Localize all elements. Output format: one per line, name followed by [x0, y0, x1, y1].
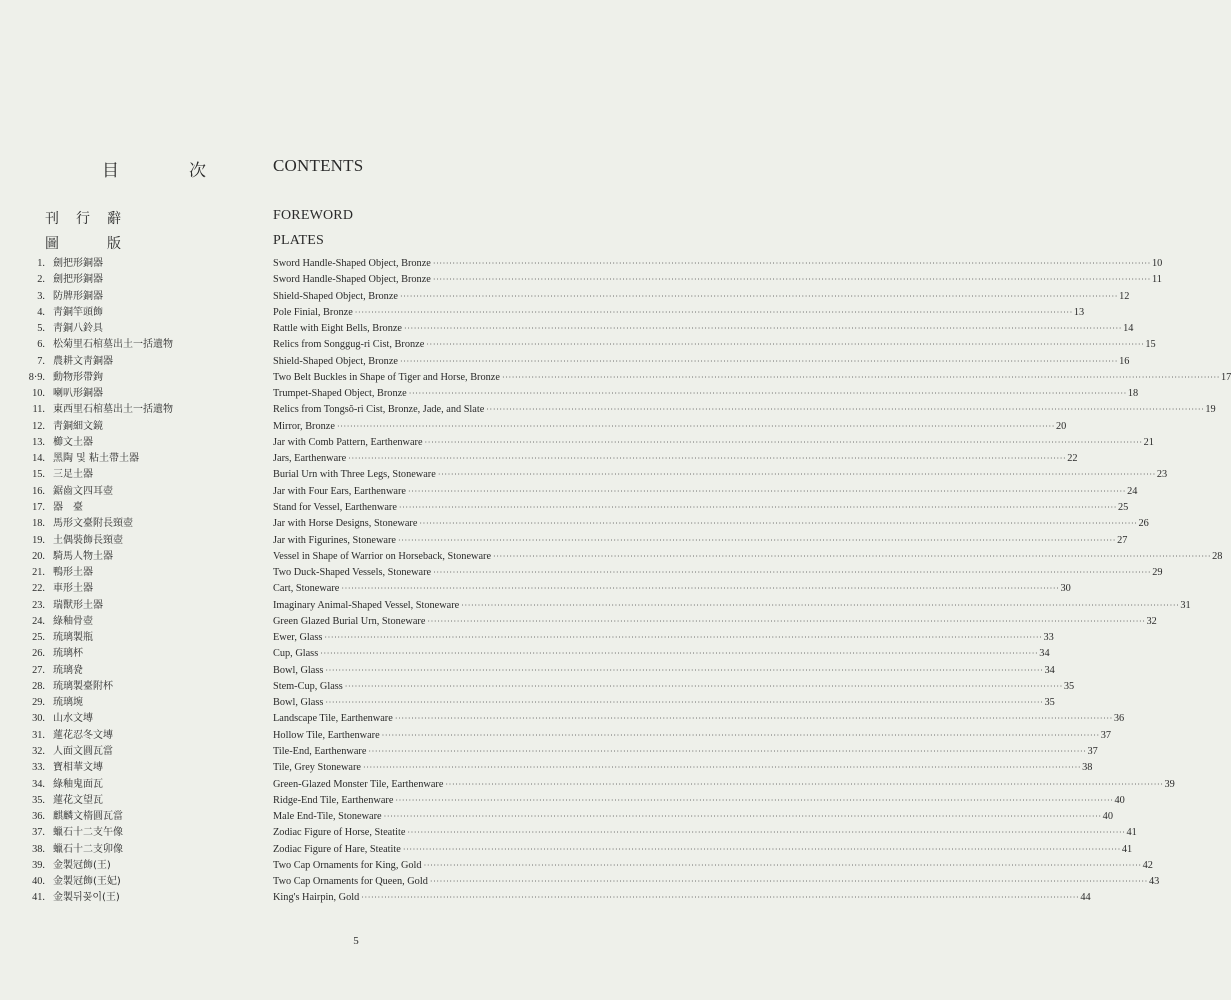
- plate-title-english: Relics from Tongsŏ-ri Cist, Bronze, Jade, and Slate: [273, 404, 485, 416]
- dot-leader: ····························································································································································································································: [407, 828, 1126, 838]
- toc-entry: [0, 711, 1125, 727]
- dot-leader: ····························································································································································································································: [368, 746, 1087, 756]
- plate-number: 40.: [32, 876, 45, 888]
- plate-title-english-line: [273, 630, 1054, 646]
- toc-entry: [0, 679, 1075, 695]
- plate-title-english: Ridge-End Tile, Earthenware: [273, 794, 394, 806]
- toc-entry: [0, 419, 1067, 435]
- toc-entry: [0, 565, 1163, 581]
- dot-leader: ····························································································································································································································: [361, 893, 1080, 903]
- plate-title-hanja: 東西里石棺墓出土一括遺物: [53, 404, 173, 416]
- plate-title-hanja: 人面文圓瓦當: [53, 745, 113, 757]
- plate-title-english-line: [273, 825, 1137, 841]
- dot-leader: ····························································································································································································································: [395, 795, 1114, 805]
- toc-entry: [0, 825, 1137, 841]
- plate-title-english-line: [273, 516, 1149, 532]
- plate-number: 19.: [32, 534, 45, 546]
- plate-title-hanja: 山水文塼: [53, 713, 93, 725]
- dot-leader: ····························································································································································································································: [501, 372, 1221, 382]
- dot-leader: ····························································································································································································································: [399, 291, 1119, 301]
- plate-title-hanja: 馬形文臺附長頸壺: [53, 518, 133, 530]
- plate-number: 8·9.: [28, 371, 45, 383]
- plate-title-english-line: [273, 663, 1055, 679]
- plate-title-english: Two Duck-Shaped Vessels, Stoneware: [273, 567, 432, 579]
- plate-title-english: Hollow Tile, Earthenware: [273, 729, 380, 741]
- plate-title-hanja: 器 臺: [53, 501, 83, 513]
- plate-title-english: Two Belt Buckles in Shape of Tiger and Horse, Bronze: [273, 371, 500, 383]
- foreword-char-2: 行: [76, 212, 90, 227]
- contents-heading: CONTENTS: [273, 156, 364, 175]
- plate-number: 33.: [32, 762, 45, 774]
- plate-title-hanja: 寶相華文塼: [53, 762, 103, 774]
- plate-title-english: Cup, Glass: [273, 648, 319, 660]
- plates-char-2: 版: [107, 237, 121, 252]
- plate-title-hanja: 三足土器: [53, 469, 93, 481]
- dot-leader: ····························································································································································································································: [324, 633, 1043, 643]
- plate-number: 13.: [32, 436, 45, 448]
- plate-title-english-line: [273, 337, 1156, 353]
- toc-entry: [0, 744, 1098, 760]
- page-ref: 16: [1119, 355, 1130, 367]
- toc-entry: [0, 484, 1138, 500]
- plate-title-english: Green-Glazed Monster Tile, Earthenware: [273, 778, 444, 790]
- page-ref: 12: [1119, 290, 1130, 302]
- plate-title-english: Rattle with Eight Bells, Bronze: [273, 323, 402, 335]
- plate-title-hanja: 琉璃埦: [53, 697, 83, 709]
- plate-title-english: Stand for Vessel, Earthenware: [273, 501, 397, 513]
- plates-label-hanja: [45, 233, 121, 253]
- plate-title-english-line: [273, 598, 1191, 614]
- plate-title-english: Jar with Figurines, Stoneware: [273, 534, 396, 546]
- toc-entry: [0, 354, 1130, 370]
- page-ref: 32: [1146, 615, 1157, 627]
- plate-title-hanja: 動物形帶鉤: [53, 371, 103, 383]
- plate-number: 20.: [32, 550, 45, 562]
- dot-leader: ····························································································································································································································: [432, 259, 1151, 268]
- page-ref: 11: [1151, 274, 1162, 286]
- dot-leader: ····························································································································································································································: [381, 730, 1100, 740]
- page-ref: 20: [1056, 420, 1067, 432]
- dot-leader: ····························································································································································································································: [486, 405, 1205, 415]
- plate-title-english-line: [273, 793, 1125, 809]
- plate-title-english: Bowl, Glass: [273, 664, 324, 676]
- toc-entry: [0, 890, 1091, 906]
- plate-title-english: Sword Handle-Shaped Object, Bronze: [273, 258, 431, 269]
- plate-title-hanja: 琉璃杯: [53, 648, 83, 660]
- dot-leader: ····························································································································································································································: [426, 340, 1145, 350]
- plate-title-english: King's Hairpin, Gold: [273, 892, 360, 904]
- plate-number: 5.: [37, 323, 45, 335]
- toc-entry: [0, 728, 1112, 744]
- plate-title-hanja: 農耕文靑銅器: [53, 355, 113, 367]
- plate-title-hanja: 蓮花文望瓦: [53, 794, 103, 806]
- page-ref: 36: [1113, 713, 1125, 725]
- dot-leader: ····························································································································································································································: [325, 665, 1044, 675]
- plate-number: 11.: [32, 404, 45, 416]
- toc-entry: [0, 451, 1078, 467]
- plate-title-english-line: [273, 370, 1231, 386]
- plate-title-english: Zodiac Figure of Horse, Steatite: [273, 827, 406, 839]
- page-ref: 19: [1205, 404, 1216, 416]
- plate-title-english-line: [273, 744, 1098, 760]
- page-ref: 39: [1164, 778, 1175, 790]
- plate-title-hanja: 櫛文土器: [53, 436, 93, 448]
- plate-title-english-line: [273, 695, 1055, 711]
- plate-title-hanja: 琉璃製臺附杯: [53, 680, 113, 692]
- dot-leader: ····························································································································································································································: [398, 502, 1117, 512]
- foreword-label-hanja: [45, 208, 121, 228]
- dot-leader: ····························································································································································································································: [403, 324, 1123, 334]
- toc-entry: [0, 598, 1191, 614]
- plate-title-english: Two Cap Ornaments for Queen, Gold: [273, 876, 428, 888]
- plate-title-english-line: [273, 386, 1139, 402]
- plates-char-1: 圖: [45, 237, 59, 252]
- page-ref: 35: [1044, 697, 1055, 709]
- page-ref: 28: [1212, 550, 1223, 562]
- toc-entry: [0, 256, 1163, 272]
- plate-number: 39.: [32, 859, 45, 871]
- plate-title-english: Pole Finial, Bronze: [273, 306, 353, 318]
- plate-title-english: Imaginary Animal-Shaped Vessel, Stoneware: [273, 599, 460, 611]
- dot-leader: ····························································································································································································································: [344, 681, 1063, 691]
- dot-leader: ····························································································································································································································: [424, 437, 1143, 447]
- plate-title-english: Shield-Shaped Object, Bronze: [273, 355, 398, 367]
- page-ref: 13: [1073, 306, 1085, 318]
- dot-leader: ····························································································································································································································: [325, 698, 1044, 708]
- plate-number: 15.: [32, 469, 45, 481]
- toc-entry: [0, 516, 1149, 532]
- plate-title-english-line: [273, 874, 1160, 890]
- plate-title-hanja: 防牌形銅器: [53, 290, 103, 302]
- dot-leader: ····························································································································································································································: [423, 860, 1142, 870]
- plate-number: 12.: [32, 420, 45, 432]
- plate-title-english: Jar with Horse Designs, Stoneware: [273, 518, 418, 530]
- plate-title-english: Trumpet-Shaped Object, Bronze: [273, 388, 407, 400]
- toc-entry: [0, 500, 1129, 516]
- plates-label: PLATES: [273, 233, 324, 248]
- plate-title-english: Tile-End, Earthenware: [273, 745, 367, 757]
- plate-number: 18.: [32, 518, 45, 530]
- plate-title-english-line: [273, 614, 1157, 630]
- page-ref: 21: [1143, 436, 1154, 448]
- toc-entry: [0, 402, 1216, 418]
- plate-title-english-line: [273, 467, 1168, 483]
- plate-title-english: Two Cap Ornaments for King, Gold: [273, 859, 422, 871]
- plate-number: 2.: [37, 274, 45, 286]
- page-ref: 24: [1127, 485, 1138, 497]
- plate-title-hanja: 車形土器: [53, 583, 93, 595]
- plate-title-english: Bowl, Glass: [273, 697, 324, 709]
- dot-leader: ····························································································································································································································: [363, 763, 1082, 773]
- toc-entry: [0, 370, 1231, 386]
- plate-number: 3.: [37, 290, 45, 302]
- plate-title-english-line: [273, 777, 1175, 793]
- toc-entry: [0, 581, 1071, 597]
- plate-number: 28.: [32, 680, 45, 692]
- plate-title-english: Burial Urn with Three Legs, Stoneware: [273, 469, 436, 481]
- dot-leader: ····························································································································································································································: [493, 551, 1212, 561]
- dot-leader: ····························································································································································································································: [461, 600, 1180, 610]
- dot-leader: ····························································································································································································································: [354, 307, 1073, 317]
- plate-title-english-line: [273, 402, 1216, 418]
- page-ref: 38: [1082, 762, 1093, 774]
- plate-title-english: Green Glazed Burial Urn, Stoneware: [273, 615, 426, 627]
- page-ref: 22: [1067, 453, 1078, 465]
- plate-number: 26.: [32, 648, 45, 660]
- plate-number: 17.: [32, 501, 45, 513]
- toc-entry: [0, 386, 1139, 402]
- plate-number: 36.: [32, 811, 45, 823]
- plate-title-english-line: [273, 533, 1128, 549]
- plate-number: 10.: [32, 388, 45, 400]
- page-ref: 43: [1148, 876, 1160, 888]
- dot-leader: ····························································································································································································································: [383, 812, 1102, 822]
- page-ref: 34: [1044, 664, 1055, 676]
- plate-title-hanja: 金製冠飾(王妃): [53, 876, 121, 888]
- plate-title-english: Sword Handle-Shaped Object, Bronze: [273, 274, 431, 286]
- toc-entry: [0, 321, 1134, 337]
- page-ref: 35: [1063, 680, 1075, 692]
- dot-leader: ····························································································································································································································: [427, 616, 1146, 626]
- plate-number: 4.: [37, 306, 45, 318]
- plate-title-english: Jar with Four Ears, Earthenware: [273, 485, 406, 497]
- page-ref: 18: [1127, 388, 1139, 400]
- page-ref: 42: [1142, 859, 1153, 871]
- page-ref: 23: [1156, 469, 1168, 481]
- plate-title-english-line: [273, 679, 1075, 695]
- plate-title-hanja: 蠟石十二支午像: [53, 827, 123, 839]
- dot-leader: ····························································································································································································································: [419, 519, 1138, 529]
- plate-title-english-line: [273, 646, 1050, 662]
- plate-title-english-line: [273, 354, 1130, 370]
- dot-leader: ····························································································································································································································: [397, 535, 1117, 545]
- dot-leader: ····························································································································································································································: [432, 275, 1151, 285]
- plate-title-english-line: [273, 451, 1078, 467]
- plate-title-english: Ewer, Glass: [273, 632, 323, 644]
- plate-number: 31.: [32, 729, 45, 741]
- toc-entry: [0, 289, 1130, 305]
- plate-title-hanja: 鴨形土器: [53, 567, 93, 579]
- plate-title-english-line: [273, 289, 1130, 305]
- page-ref: 10: [1151, 258, 1163, 269]
- page-ref: 26: [1138, 518, 1149, 530]
- plate-title-hanja: 靑銅細文鏡: [53, 420, 103, 432]
- plates-list: [0, 256, 1231, 907]
- toc-entry: [0, 793, 1125, 809]
- page-ref: 37: [1100, 729, 1112, 741]
- plate-title-english-line: [273, 842, 1133, 858]
- plate-number: 29.: [32, 697, 45, 709]
- toc-entry: [0, 874, 1160, 890]
- toc-entry: [0, 777, 1175, 793]
- page-ref: 29: [1152, 567, 1163, 579]
- toc-entry: [0, 533, 1128, 549]
- foreword-char-1: 刊: [45, 212, 59, 227]
- foreword-char-3: 辭: [107, 212, 121, 227]
- page-ref: 15: [1145, 339, 1156, 351]
- plate-title-english: Male End-Tile, Stoneware: [273, 811, 382, 823]
- plate-number: 21.: [32, 567, 45, 579]
- toc-entry: [0, 646, 1050, 662]
- plate-title-english-line: [273, 581, 1071, 597]
- page-ref: 25: [1118, 501, 1129, 513]
- plate-number: 1.: [37, 258, 45, 269]
- toc-entry: [0, 663, 1055, 679]
- page-ref: 14: [1123, 323, 1134, 335]
- page-ref: 30: [1060, 583, 1071, 595]
- dot-leader: ····························································································································································································································: [407, 486, 1127, 496]
- plate-title-english: Cart, Stoneware: [273, 583, 340, 595]
- plate-number: 22.: [32, 583, 45, 595]
- plate-title-english-line: [273, 272, 1162, 288]
- toc-entry: [0, 809, 1113, 825]
- dot-leader: ····························································································································································································································: [348, 454, 1067, 464]
- plate-title-english: Tile, Grey Stoneware: [273, 762, 361, 774]
- toc-entry: [0, 467, 1168, 483]
- plate-title-hanja: 劍把形銅器: [53, 274, 103, 286]
- dot-leader: ····························································································································································································································: [402, 844, 1121, 854]
- plate-title-english-line: [273, 890, 1091, 906]
- dot-leader: ····························································································································································································································: [341, 584, 1060, 594]
- plate-title-hanja: 金製冠飾(王): [53, 859, 111, 871]
- plate-title-english: Relics from Songgug-ri Cist, Bronze: [273, 339, 425, 351]
- plate-number: 7.: [37, 355, 45, 367]
- dot-leader: ····························································································································································································································: [433, 568, 1152, 578]
- plate-title-english-line: [273, 711, 1125, 727]
- plate-number: 25.: [32, 632, 45, 644]
- plate-title-english-line: [273, 500, 1129, 516]
- plate-title-hanja: 蓮花忍冬文塼: [53, 729, 113, 741]
- plate-number: 38.: [32, 843, 45, 855]
- plate-title-hanja: 土偶裝飾長頸壺: [53, 534, 123, 546]
- plate-title-english-line: [273, 809, 1113, 825]
- dot-leader: ····························································································································································································································: [437, 470, 1156, 480]
- page-ref: 41: [1121, 843, 1133, 855]
- plate-title-english: Zodiac Figure of Hare, Steatite: [273, 843, 401, 855]
- plate-title-hanja: 綠釉骨壺: [53, 615, 93, 627]
- plate-number: 23.: [32, 599, 45, 611]
- page-ref: 33: [1043, 632, 1054, 644]
- plate-title-hanja: 琉璃製瓶: [53, 632, 93, 644]
- page-number: 5: [353, 935, 359, 947]
- toc-entry: [0, 858, 1153, 874]
- toc-entry: [0, 760, 1093, 776]
- plate-number: 24.: [32, 615, 45, 627]
- plate-title-english: Stem-Cup, Glass: [273, 680, 343, 692]
- plate-title-english: Vessel in Shape of Warrior on Horseback, Stoneware: [273, 550, 492, 562]
- plate-title-hanja: 蠟石十二支卯像: [53, 843, 123, 855]
- plate-number: 34.: [32, 778, 45, 790]
- dot-leader: ····························································································································································································································: [320, 649, 1039, 659]
- plate-title-english-line: [273, 305, 1085, 321]
- plate-number: 32.: [32, 745, 45, 757]
- toc-entry: [0, 272, 1162, 288]
- plate-title-english: Mirror, Bronze: [273, 420, 335, 432]
- plate-title-english-line: [273, 419, 1067, 435]
- page-ref: 37: [1087, 745, 1098, 757]
- plate-title-hanja: 喇叭形銅器: [53, 388, 103, 400]
- toc-entry: [0, 337, 1156, 353]
- toc-entry: [0, 435, 1154, 451]
- plate-title-english-line: [273, 858, 1153, 874]
- page-ref: 34: [1039, 648, 1050, 660]
- heading-char-1: 目: [102, 161, 119, 180]
- page-ref: 27: [1117, 534, 1128, 546]
- plate-title-english: Landscape Tile, Earthenware: [273, 713, 393, 725]
- page-ref: 40: [1114, 794, 1125, 806]
- page-ref: 41: [1126, 827, 1137, 839]
- plate-title-hanja: 琉璃㼜: [53, 664, 83, 676]
- plate-number: 37.: [32, 827, 45, 839]
- page-ref: 17: [1221, 371, 1231, 383]
- dot-leader: ····························································································································································································································: [429, 877, 1148, 887]
- dot-leader: ····························································································································································································································: [399, 356, 1119, 366]
- plate-number: 16.: [32, 485, 45, 497]
- toc-entry: [0, 842, 1133, 858]
- toc-entry: [0, 549, 1223, 565]
- plate-number: 27.: [32, 664, 45, 676]
- toc-entry: [0, 305, 1085, 321]
- page-ref: 40: [1102, 811, 1113, 823]
- contents-heading-hanja: [102, 156, 206, 181]
- plate-title-hanja: 黑陶 및 粘土帶土器: [53, 453, 140, 465]
- plate-title-hanja: 綠釉鬼面瓦: [53, 778, 103, 790]
- plate-title-english: Jars, Earthenware: [273, 453, 347, 465]
- plate-title-hanja: 靑銅竿頭飾: [53, 306, 103, 318]
- page-ref: 31: [1180, 599, 1191, 611]
- plate-title-english: Jar with Comb Pattern, Earthenware: [273, 436, 423, 448]
- dot-leader: ····························································································································································································································: [445, 779, 1164, 789]
- plate-title-english-line: [273, 484, 1138, 500]
- plate-title-hanja: 劍把形銅器: [53, 258, 103, 269]
- plate-title-english-line: [273, 435, 1154, 451]
- plate-title-hanja: 鋸齒文四耳壺: [53, 485, 113, 497]
- plate-title-hanja: 麒麟文楕圓瓦當: [53, 811, 123, 823]
- heading-char-2: 次: [189, 161, 206, 180]
- plate-title-english: Shield-Shaped Object, Bronze: [273, 290, 398, 302]
- plate-title-hanja: 瑞獸形土器: [53, 599, 103, 611]
- dot-leader: ····························································································································································································································: [408, 389, 1127, 399]
- plate-number: 14.: [32, 453, 45, 465]
- dot-leader: ····························································································································································································································: [394, 714, 1113, 724]
- plate-title-english-line: [273, 256, 1163, 272]
- plate-number: 41.: [32, 892, 45, 904]
- page-ref: 44: [1080, 892, 1091, 904]
- foreword-label: FOREWORD: [273, 208, 354, 223]
- plate-number: 35.: [32, 794, 45, 806]
- plate-number: 6.: [37, 339, 45, 351]
- toc-entry: [0, 614, 1157, 630]
- plate-title-english-line: [273, 549, 1223, 565]
- plate-title-hanja: 靑銅八鈴具: [53, 323, 103, 335]
- plate-title-english-line: [273, 728, 1112, 744]
- plate-title-hanja: 騎馬人物土器: [53, 550, 113, 562]
- plate-title-hanja: 松菊里石棺墓出土一括遺物: [53, 339, 173, 351]
- dot-leader: ····························································································································································································································: [336, 421, 1056, 431]
- plate-title-english-line: [273, 565, 1163, 581]
- plate-number: 30.: [32, 713, 45, 725]
- plate-title-english-line: [273, 760, 1093, 776]
- toc-entry: [0, 695, 1055, 711]
- toc-entry: [0, 630, 1054, 646]
- plate-title-english-line: [273, 321, 1134, 337]
- plate-title-hanja: 金製뒤꽂이(王): [53, 892, 120, 904]
